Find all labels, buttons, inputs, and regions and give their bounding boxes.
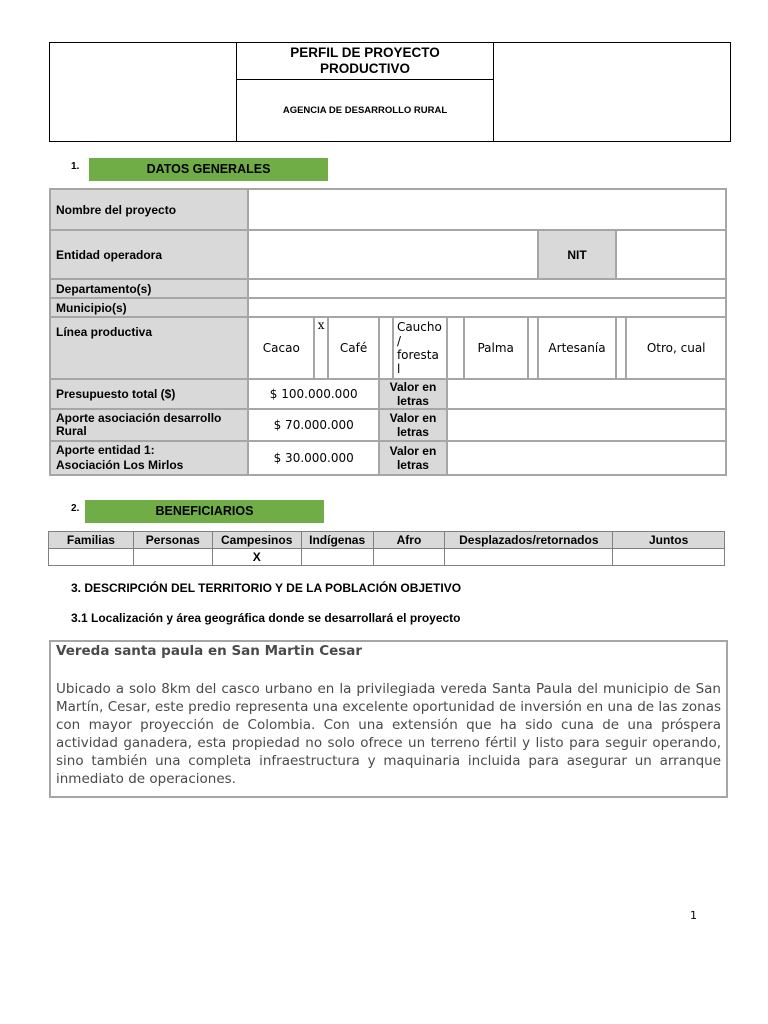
linea-palma-label: Palma — [464, 317, 528, 379]
linea-cacao-label: Cacao — [248, 317, 314, 379]
agency-name: AGENCIA DE DESARROLLO RURAL — [237, 80, 494, 142]
col-desplazados: Desplazados/retornados — [445, 532, 613, 549]
header-logo-cell-right — [494, 43, 731, 142]
nombre-proyecto-label: Nombre del proyecto — [50, 189, 248, 230]
localizacion-text-box[interactable] — [49, 640, 728, 798]
title-line-1: PERFIL DE PROYECTO — [290, 45, 440, 60]
aporte-entidad-label-line1: Aporte entidad 1: — [56, 443, 155, 457]
linea-artesania-checkbox[interactable] — [616, 317, 626, 379]
nit-label-text: NIT — [567, 247, 587, 262]
col-indigenas: Indígenas — [301, 532, 373, 549]
page-number: 1 — [690, 909, 697, 922]
aporte-asociacion-value: $ 70.000.000 — [248, 409, 379, 441]
section-1-title: DATOS GENERALES — [89, 158, 328, 181]
nombre-proyecto-field[interactable] — [248, 189, 726, 230]
presupuesto-valor-letras-field[interactable] — [447, 379, 726, 409]
section-3-1-subtitle: 3.1 Localización y área geográfica donde se desarrollará el proyecto — [71, 611, 461, 625]
entidad-operadora-field[interactable] — [248, 230, 537, 279]
aporte-entidad-valor-letras-label: Valor en letras — [379, 441, 447, 475]
linea-caucho-label: Caucho / foresta l — [393, 317, 447, 379]
document-title — [237, 43, 494, 80]
section-3-title: 3. DESCRIPCIÓN DEL TERRITORIO Y DE LA POBLACIÓN OBJETIVO — [71, 581, 462, 595]
localizacion-title: Vereda santa paula en San Martin Cesar — [56, 643, 363, 659]
linea-palma-checkbox[interactable] — [528, 317, 538, 379]
linea-caucho-checkbox[interactable] — [447, 317, 464, 379]
linea-cafe-checkbox[interactable] — [379, 317, 393, 379]
departamento-field[interactable] — [248, 279, 726, 298]
val-afro[interactable] — [373, 549, 445, 566]
col-campesinos: Campesinos — [212, 532, 301, 549]
title-line-2: PRODUCTIVO — [319, 61, 410, 76]
linea-cafe-label: Café — [328, 317, 379, 379]
col-juntos: Juntos — [613, 532, 725, 549]
val-familias[interactable] — [49, 549, 134, 566]
val-campesinos[interactable]: X — [212, 549, 301, 566]
linea-cacao-checkbox[interactable]: x — [314, 317, 328, 379]
section-1-number: 1. — [71, 161, 80, 172]
aporte-asociacion-label: Aporte asociación desarrollo Rural — [50, 409, 248, 441]
val-juntos[interactable] — [613, 549, 725, 566]
linea-otro-label: Otro, cual — [626, 317, 726, 379]
linea-productiva-label: Línea productiva — [50, 317, 248, 379]
presupuesto-label: Presupuesto total ($) — [50, 379, 248, 409]
aporte-asociacion-valor-letras-label: Valor en letras — [379, 409, 447, 441]
col-personas: Personas — [133, 532, 212, 549]
val-desplazados[interactable] — [445, 549, 613, 566]
departamento-label: Departamento(s) — [50, 279, 248, 298]
section-2-number: 2. — [71, 503, 80, 514]
municipio-label: Municipio(s) — [50, 298, 248, 317]
aporte-entidad-valor-letras-field[interactable] — [447, 441, 726, 475]
presupuesto-value: $ 100.000.000 — [248, 379, 379, 409]
header-logo-cell-left — [50, 43, 237, 142]
val-personas[interactable] — [133, 549, 212, 566]
col-familias: Familias — [49, 532, 134, 549]
aporte-entidad-value: $ 30.000.000 — [248, 441, 379, 475]
aporte-entidad-label-line2: Asociación Los Mirlos — [56, 458, 184, 472]
val-indigenas[interactable] — [301, 549, 373, 566]
municipio-field[interactable] — [248, 298, 726, 317]
header-table — [49, 42, 731, 142]
col-afro: Afro — [373, 532, 445, 549]
aporte-asociacion-valor-letras-field[interactable] — [447, 409, 726, 441]
presupuesto-valor-letras-label: Valor en letras — [379, 379, 447, 409]
linea-artesania-label: Artesanía — [538, 317, 617, 379]
beneficiarios-table — [48, 531, 725, 566]
section-2-title: BENEFICIARIOS — [85, 500, 324, 523]
entidad-operadora-label: Entidad operadora — [50, 230, 248, 279]
datos-generales-table — [49, 188, 727, 476]
nit-field[interactable] — [616, 230, 726, 279]
aporte-entidad-label — [50, 441, 248, 475]
nit-label — [538, 230, 617, 279]
localizacion-body: Ubicado a solo 8km del casco urbano en la privilegiada vereda Santa Paula del municipio de San Martín, Cesar, este predio representa una excelente oportunidad de inversión en una de las zonas con mayor proyección de Colombia. Con una extensión que ha sido cuna de una próspera actividad ganadera, esta propiedad no solo ofrece un terreno fértil y listo para seguir operando, sino también una completa infraestructura y maquinaria incluida para asegurar un arranque inmediato de operaciones. — [56, 681, 721, 787]
